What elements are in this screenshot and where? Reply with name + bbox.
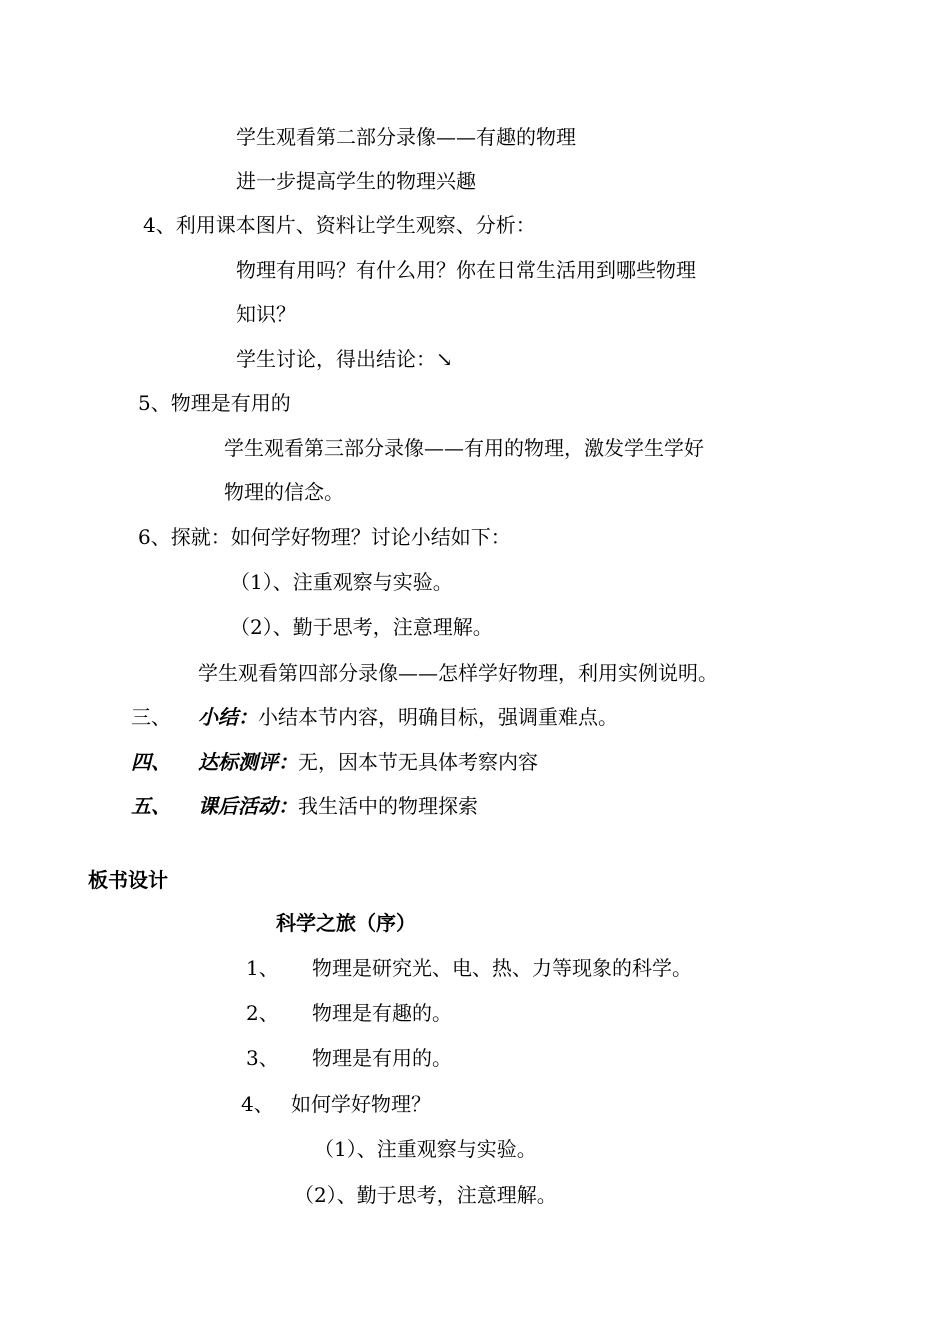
section-label: 小结： (198, 705, 258, 729)
board-sub-item: （1）、注重观察与实验。 (314, 1137, 537, 1161)
board-item-number: 4、 (241, 1092, 274, 1116)
text-line-discussion: 学生讨论，得出结论：↘ (236, 347, 453, 371)
section-assessment (131, 752, 538, 772)
board-sub-item: （2）、勤于思考，注意理解。 (294, 1183, 557, 1207)
text-line-question-cont: 知识？ (236, 302, 296, 326)
board-item-number: 2、 (246, 1001, 279, 1025)
text-line-question: 物理有用吗？有什么用？你在日常生活用到哪些物理 (236, 258, 696, 282)
board-heading: 板书设计 (88, 868, 168, 892)
text-line-step5: 5、物理是有用的 (138, 391, 291, 415)
section-number: 五、 (131, 794, 171, 818)
section-number: 四、 (131, 750, 171, 774)
text-line-step4: 4、利用课本图片、资料让学生观察、分析： (143, 213, 536, 237)
text-line-interest: 进一步提高学生的物理兴趣 (236, 169, 476, 193)
board-item-text: 物理是有趣的。 (312, 1001, 452, 1025)
text-line-video-part4: 学生观看第四部分录像——怎样学好物理，利用实例说明。 (198, 661, 718, 685)
text-line-belief: 物理的信念。 (224, 480, 344, 504)
section-label: 达标测评： (198, 750, 298, 774)
text-line-sub1: （1）、注重观察与实验。 (230, 570, 453, 594)
board-item (246, 958, 692, 978)
board-item-number: 3、 (246, 1046, 279, 1070)
section-activity (131, 796, 478, 816)
text-line-sub2: （2）、勤于思考，注意理解。 (230, 615, 493, 639)
section-label: 课后活动： (198, 794, 298, 818)
board-item-text: 如何学好物理？ (291, 1092, 431, 1116)
section-summary (131, 707, 618, 727)
section-number: 三、 (131, 705, 171, 729)
section-text: 我生活中的物理探索 (298, 794, 478, 818)
text-line-video-part3: 学生观看第三部分录像——有用的物理，激发学生学好 (224, 436, 704, 460)
text-line-step6: 6、探就：如何学好物理？讨论小结如下： (138, 525, 511, 549)
board-title: 科学之旅（序） (276, 911, 416, 935)
board-item (246, 1003, 452, 1023)
board-item-text: 物理是有用的。 (312, 1046, 452, 1070)
text-line-video-part2: 学生观看第二部分录像——有趣的物理 (236, 125, 576, 149)
board-item-number: 1、 (246, 956, 279, 980)
board-item-text: 物理是研究光、电、热、力等现象的科学。 (312, 956, 692, 980)
board-item (246, 1048, 452, 1068)
section-text: 小结本节内容，明确目标，强调重难点。 (258, 705, 618, 729)
section-text: 无，因本节无具体考察内容 (298, 750, 538, 774)
board-item (241, 1094, 431, 1114)
